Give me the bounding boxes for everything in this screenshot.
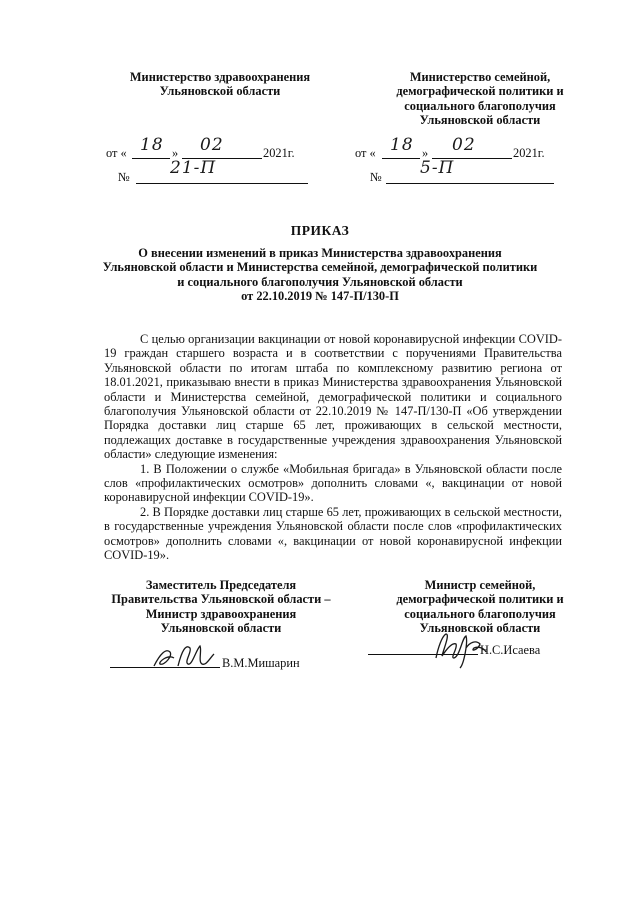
document-body: [104, 332, 562, 563]
left-position-line-2: Правительства Ульяновской области –: [111, 592, 331, 607]
right-date-month: 02: [452, 135, 476, 155]
left-date-year: 2021г.: [263, 146, 295, 160]
left-ministry-line-2: Ульяновской области: [159, 84, 281, 99]
document-type-title: ПРИКАЗ: [290, 223, 350, 238]
right-signatory-name: Н.С.Исаева: [480, 643, 541, 657]
right-ministry-line-1: Министерство семейной,: [409, 70, 551, 84]
left-signatory-position: [96, 578, 346, 636]
left-date-month: 02: [200, 135, 224, 155]
right-date-mid: »: [422, 146, 429, 160]
right-date-year: 2021г.: [513, 146, 545, 160]
right-position-line-2: демографической политики и: [396, 592, 564, 607]
subject-line-1: О внесении изменений в приказ Министерства здравоохранения: [138, 246, 502, 260]
document-subject: [80, 246, 560, 304]
right-number-prefix: №: [370, 170, 382, 184]
left-date-day: 18: [140, 135, 164, 155]
right-date-day: 18: [390, 135, 414, 155]
left-signatory-name: В.М.Мишарин: [222, 656, 300, 670]
right-ministry-line-3: социального благополучия: [404, 98, 556, 113]
body-paragraph-2: 1. В Положении о службе «Мобильная бригада» в Ульяновской области после слов «профилактических осмотров» дополнить словами «, вакцинации от новой коронавирусной инфекции COVID-19».: [104, 461, 562, 505]
body-paragraph-3: 2. В Порядке доставки лиц старше 65 лет, проживающих в сельской местности, в государственные учреждения Ульяновской области после слов «профилактических осмотров» дополнить словами «, вакцинации от новой коронавирусной инфекции COVID-19».: [104, 504, 562, 563]
subject-line-2: Ульяновской области и Министерства семейной, демографической политики: [102, 260, 538, 275]
body-paragraph-1: С целью организации вакцинации от новой коронавирусной инфекции COVID-19 граждан старшего возраста и в соответствии с поручениями Правительства Ульяновской области по итогам штаба по комплексному развитию региона от 18.01.2021, приказываю внести в приказ Министерства здравоохранения Ульяновской области и Министерства семейной, демографической политики и социального благополучия Ульяновской области от 22.10.2019 № 147-П/130-П «Об утверждении Порядка доставки лиц старше 65 лет, проживающих в сельской местности, подлежащих доставке в государственные учреждения здравоохранения Ульяновской области» следующие изменения:: [104, 332, 562, 462]
left-number-prefix: №: [118, 170, 130, 184]
right-ministry-line-4: Ульяновской области: [419, 113, 541, 128]
left-ministry-name: [100, 70, 340, 99]
right-position-line-1: Министр семейной,: [424, 578, 536, 592]
right-number-value: 5-П: [420, 158, 455, 178]
right-ministry-name: [360, 70, 600, 128]
left-number-value: 21-П: [170, 158, 217, 178]
right-date-prefix: от «: [355, 146, 376, 160]
subject-line-3: и социального благополучия Ульяновской области: [177, 274, 463, 289]
right-position-line-3: социального благополучия: [404, 606, 556, 621]
left-date-prefix: от «: [106, 146, 127, 160]
left-position-line-4: Ульяновской области: [160, 621, 282, 636]
left-date-mid: »: [172, 146, 179, 160]
left-handwritten-signature: [150, 640, 220, 672]
left-position-line-3: Министр здравоохранения: [145, 606, 297, 621]
left-position-line-1: Заместитель Председателя: [145, 578, 297, 592]
left-ministry-line-1: Министерство здравоохранения: [129, 70, 311, 84]
right-signatory-position: [360, 578, 600, 636]
right-ministry-line-2: демографической политики и: [396, 84, 564, 99]
subject-line-4: от 22.10.2019 № 147-П/130-П: [241, 289, 399, 304]
right-position-line-4: Ульяновской области: [419, 621, 541, 636]
